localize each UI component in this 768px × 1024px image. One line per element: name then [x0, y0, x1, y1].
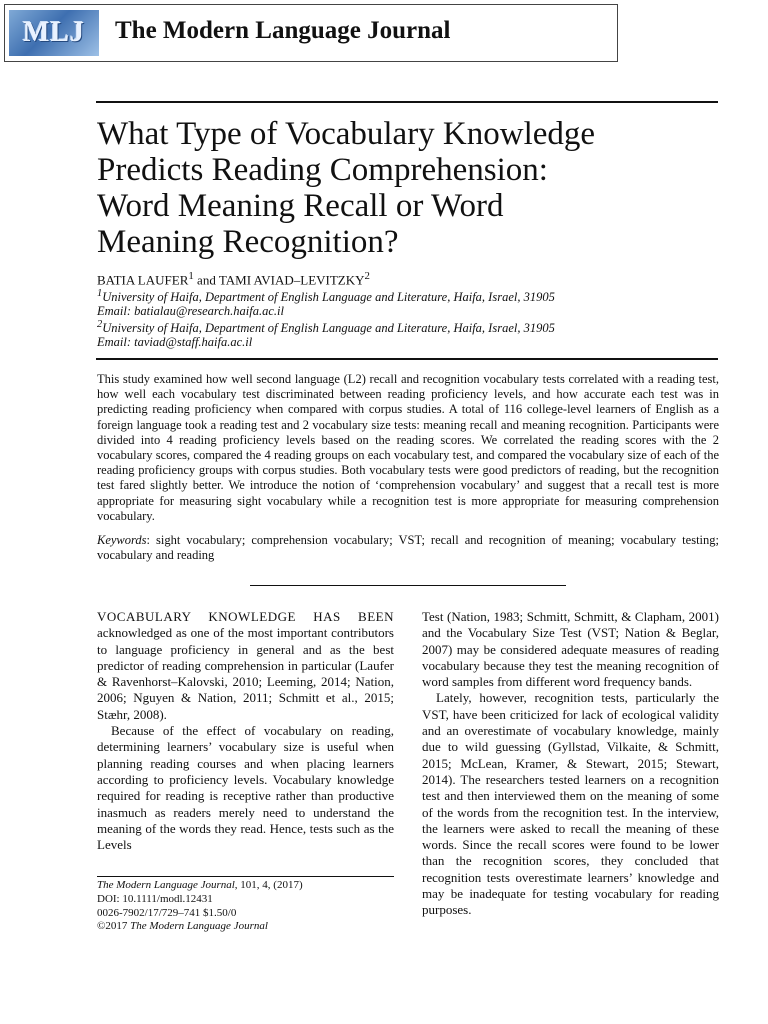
- copyright-journal: The Modern Language Journal: [130, 920, 268, 933]
- author1-email: [97, 304, 284, 319]
- body-paragraph: [97, 609, 394, 723]
- affiliation-mark: 1: [97, 288, 103, 299]
- logo-text: MLJ: [22, 17, 86, 48]
- author2-email: [97, 335, 252, 350]
- abstract: This study examined how well second language (L2) recall and recognition vocabulary tests correlated with a reading test, how well each vocabulary test discriminated between reading proficiency levels, and how accurate each test was in predicting reading proficiency when compared with corpus studies. A total of 116 college-level learners of English as a foreign language took a reading test and 2 vocabulary size tests: meaning recall and meaning recognition. Participants were divided into 4 reading proficiency levels based on the reading scores. We correlated the reading scores with the 2 vocabulary scores, compared the 4 reading groups on each vocabulary test, and compared the vocabulary size of each of the reading proficiency groups with corpus studies. Both vocabulary tests were good predictors of reading, but the recognition test fared slightly better. We introduce the notion of ‘comprehension vocabulary’ and suggest that a recall test is more appropriate for measuring sight vocabulary while a recognition test is more appropriate for measuring comprehension vocabulary.: [97, 372, 719, 523]
- citation-footer: [97, 879, 397, 934]
- keywords-text: : sight vocabulary; comprehension vocabulary; VST; recall and recognition of meaning; vocabulary testing; vocabulary and reading: [97, 533, 719, 563]
- title-line: Word Meaning Recall or Word: [97, 188, 504, 224]
- author-line: [97, 270, 370, 288]
- section-divider: [250, 585, 566, 586]
- footer-issn: 0026-7902/17/729–741 $1.50/0: [97, 906, 237, 919]
- footer-citation: [97, 879, 397, 893]
- journal-logo: [9, 10, 99, 56]
- article-title: [97, 116, 717, 260]
- email-text: Email: taviad@staff.haifa.ac.il: [97, 335, 253, 349]
- body-paragraph: Because of the effect of vocabulary on reading, determining learners’ vocabulary size is useful when planning reading courses and when placing learners according to proficiency levels. Vocabulary knowledge required for reading is receptive rather than productive inasmuch as readers merely need to understand the meaning of the words they read. Hence, tests such as the Levels: [97, 723, 394, 853]
- body-column-left: [97, 609, 394, 853]
- footer-doi: DOI: 10.1111/modl.12431: [97, 892, 213, 905]
- footer-journal: The Modern Language Journal: [97, 879, 235, 891]
- footer-volume: , 101, 4, (2017): [234, 879, 303, 891]
- author-name: TAMI AVIAD–LEVITZKY: [218, 272, 365, 288]
- affiliation-text: University of Haifa, Department of English Language and Literature, Haifa, Israel, 31905: [102, 321, 555, 336]
- lead-in-caps: VOCABULARY KNOWLEDGE HAS BEEN: [97, 609, 394, 624]
- affiliation-1: [97, 288, 555, 305]
- body-paragraph: Lately, however, recognition tests, particularly the VST, have been criticized for lack of ecological validity and an overestimate of vocabulary knowledge, mainly due to wild guessing (Gyllstad, Vilkaite, & Schmitt, 2015; McLean, Kramer, & Stewart, 2015; Stewart, 2014). The researchers tested learners on a recognition test and then interviewed them on the meaning of some of the words from the recognition test. In the interview, the learners were asked to recall the meaning of these words. Since the recall scores were found to be lower than the recognition scores, they concluded that recognition tests overestimate learners’ knowledge and may be inadequate for testing vocabulary for reading purposes.: [422, 690, 719, 918]
- affiliation-mark: 2: [97, 319, 103, 330]
- keywords-label: Keywords: [97, 533, 147, 547]
- title-line: Predicts Reading Comprehension:: [97, 152, 548, 188]
- author-join: and: [193, 272, 219, 288]
- title-line: Meaning Recognition?: [97, 224, 399, 260]
- title-top-rule: [96, 101, 718, 103]
- author-name: BATIA LAUFER: [97, 272, 189, 288]
- title-line: What Type of Vocabulary Knowledge: [97, 116, 596, 152]
- body-column-right: [422, 609, 719, 919]
- keywords: [97, 533, 719, 563]
- abstract-top-rule: [96, 358, 718, 360]
- affiliation-text: University of Haifa, Department of English Language and Literature, Haifa, Israel, 31905: [102, 290, 555, 305]
- journal-masthead: [4, 4, 618, 62]
- email-text: Email: batialau@research.haifa.ac.il: [97, 304, 284, 318]
- footer-rule: [97, 876, 394, 877]
- footer-copyright: [97, 920, 397, 934]
- copyright-prefix: ©2017: [97, 920, 131, 933]
- journal-name: The Modern Language Journal: [115, 17, 451, 44]
- author-affil-mark: 2: [364, 270, 370, 282]
- author-affil-mark: 1: [188, 270, 194, 282]
- paragraph-text: acknowledged as one of the most important contributors to language proficiency in general and as the best predictor of reading comprehension in particular (Laufer & Ravenhorst–Kalovski, 2010; Leeming, 2014; Nation, 2006; Nguyen & Nation, 2011; Schmitt et al., 2015; Stæhr, 2008).: [97, 625, 394, 722]
- body-paragraph: Test (Nation, 1983; Schmitt, Schmitt, & Clapham, 2001) and the Vocabulary Size Test (VST; Nation & Beglar, 2007) may be considered adequate measures of reading vocabulary because they test the meaning recognition of word samples from different word frequency bands.: [422, 609, 719, 690]
- affiliation-2: [97, 319, 555, 336]
